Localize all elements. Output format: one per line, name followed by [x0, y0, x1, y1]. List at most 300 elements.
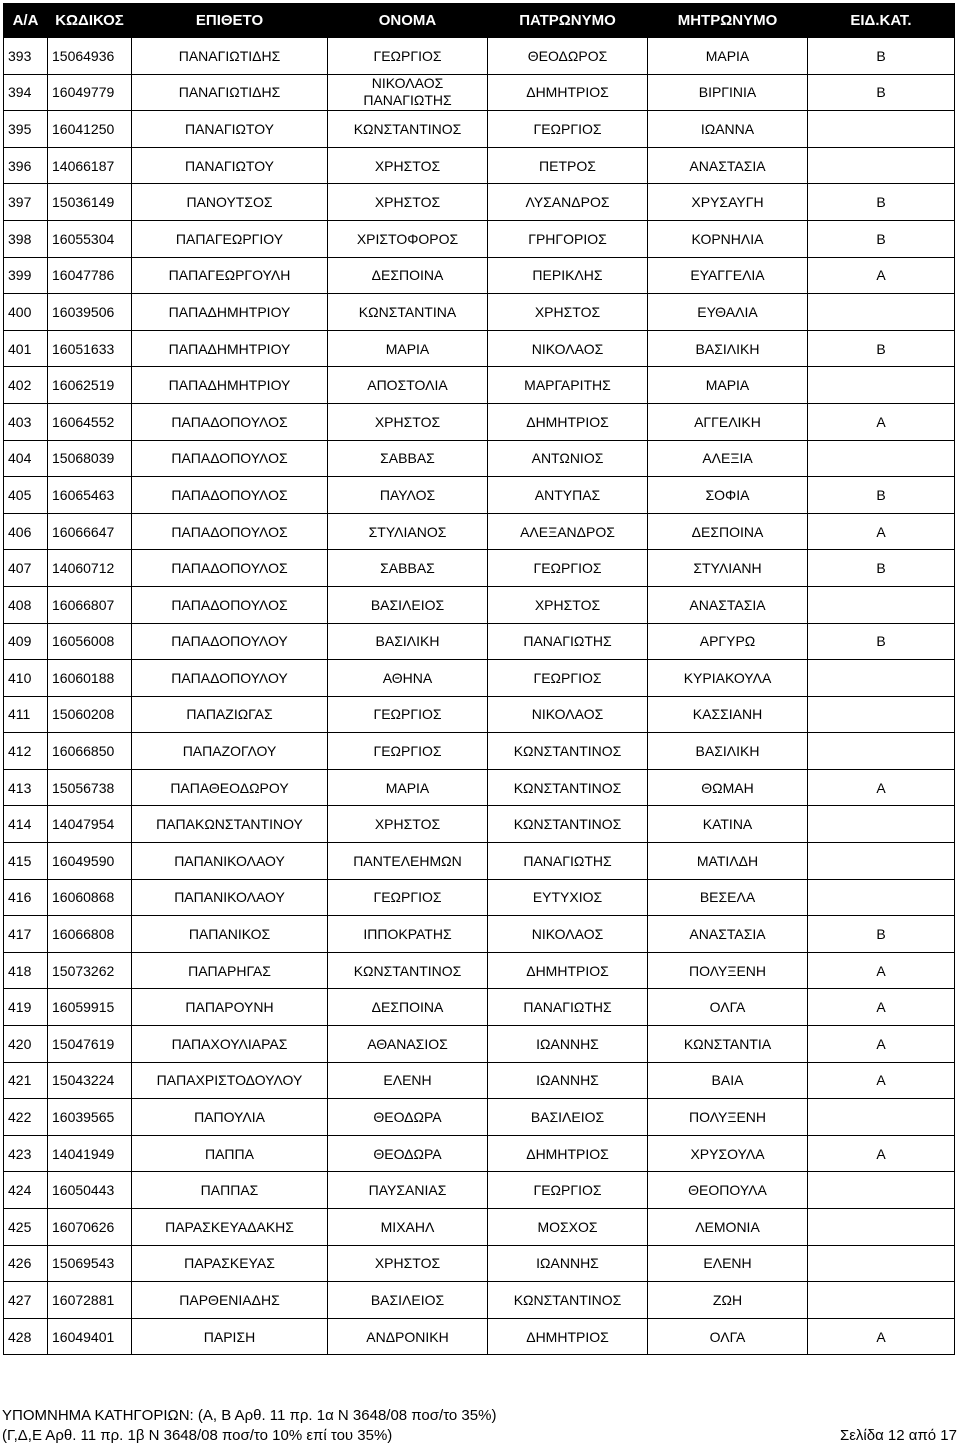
col-header-name: ΟΝΟΜΑ: [328, 4, 488, 38]
table-row: [4, 806, 955, 843]
cell-mother-name: ΑΝΑΣΤΑΣΙΑ: [648, 147, 808, 184]
cell-aa: 427: [4, 1282, 48, 1319]
cell-code: 16066850: [48, 733, 132, 770]
cell-name: ΣΑΒΒΑΣ: [328, 550, 488, 587]
cell-code: 15069543: [48, 1245, 132, 1282]
cell-aa: 414: [4, 806, 48, 843]
table-row: [4, 513, 955, 550]
cell-code: 16039565: [48, 1099, 132, 1136]
cell-surname: ΠΑΠΑΧΟΥΛΙΑΡΑΣ: [132, 1026, 328, 1063]
cell-category: Β: [808, 550, 955, 587]
cell-aa: 425: [4, 1209, 48, 1246]
cell-code: 15064936: [48, 38, 132, 75]
cell-aa: 418: [4, 952, 48, 989]
cell-name: ΠΑΥΛΟΣ: [328, 477, 488, 514]
roster-table: [3, 3, 955, 1355]
cell-aa: 396: [4, 147, 48, 184]
cell-mother-name: ΚΥΡΙΑΚΟΥΛΑ: [648, 660, 808, 697]
cell-name: ΧΡΗΣΤΟΣ: [328, 1245, 488, 1282]
cell-name: ΧΡΗΣΤΟΣ: [328, 806, 488, 843]
cell-code: 16060868: [48, 879, 132, 916]
cell-mother-name: ΚΑΤΙΝΑ: [648, 806, 808, 843]
cell-code: 16066647: [48, 513, 132, 550]
cell-father-name: ΧΡΗΣΤΟΣ: [488, 294, 648, 331]
cell-aa: 422: [4, 1099, 48, 1136]
table-row: [4, 367, 955, 404]
table-body: [4, 38, 955, 1355]
cell-mother-name: ΘΕΟΠΟΥΛΑ: [648, 1172, 808, 1209]
cell-father-name: ΓΕΩΡΓΙΟΣ: [488, 111, 648, 148]
cell-category: Β: [808, 623, 955, 660]
cell-mother-name: ΖΩΗ: [648, 1282, 808, 1319]
cell-category: [808, 806, 955, 843]
cell-aa: 428: [4, 1318, 48, 1355]
cell-aa: 395: [4, 111, 48, 148]
cell-mother-name: ΒΕΣΕΛΑ: [648, 879, 808, 916]
cell-mother-name: ΔΕΣΠΟΙΝΑ: [648, 513, 808, 550]
table-row: [4, 843, 955, 880]
cell-surname: ΠΑΠΠΑΣ: [132, 1172, 328, 1209]
col-header-category: ΕΙΔ.ΚΑΤ.: [808, 4, 955, 38]
cell-aa: 424: [4, 1172, 48, 1209]
cell-surname: ΠΑΠΑΔΟΠΟΥΛΟΥ: [132, 623, 328, 660]
cell-category: [808, 586, 955, 623]
cell-father-name: ΛΥΣΑΝΔΡΟΣ: [488, 184, 648, 221]
cell-aa: 412: [4, 733, 48, 770]
cell-name: ΜΙΧΑΗΛ: [328, 1209, 488, 1246]
cell-mother-name: ΕΥΑΓΓΕΛΙΑ: [648, 257, 808, 294]
cell-father-name: ΔΗΜΗΤΡΙΟΣ: [488, 403, 648, 440]
cell-name: ΝΙΚΟΛΑΟΣ ΠΑΝΑΓΙΩΤΗΣ: [328, 74, 488, 111]
cell-aa: 426: [4, 1245, 48, 1282]
cell-category: Α: [808, 1318, 955, 1355]
table-row: [4, 623, 955, 660]
cell-surname: ΠΑΠΑΔΟΠΟΥΛΟΣ: [132, 403, 328, 440]
legend-line-2: (Γ,Δ,Ε Αρθ. 11 πρ. 1β Ν 3648/08 ποσ/το 10% επί του 35%): [2, 1427, 393, 1444]
table-row: [4, 184, 955, 221]
table-row: [4, 550, 955, 587]
table-row: [4, 1135, 955, 1172]
cell-surname: ΠΑΠΑΝΙΚΟΣ: [132, 916, 328, 953]
cell-code: 16060188: [48, 660, 132, 697]
cell-mother-name: ΕΥΘΑΛΙΑ: [648, 294, 808, 331]
cell-name: ΓΕΩΡΓΙΟΣ: [328, 879, 488, 916]
table-row: [4, 440, 955, 477]
cell-code: 15036149: [48, 184, 132, 221]
cell-category: [808, 843, 955, 880]
cell-mother-name: ΑΡΓΥΡΩ: [648, 623, 808, 660]
cell-name: ΧΡΗΣΤΟΣ: [328, 147, 488, 184]
cell-surname: ΠΑΠΑΓΕΩΡΓΟΥΛΗ: [132, 257, 328, 294]
cell-surname: ΠΑΡΑΣΚΕΥΑΣ: [132, 1245, 328, 1282]
cell-name: ΒΑΣΙΛΕΙΟΣ: [328, 1282, 488, 1319]
cell-father-name: ΓΕΩΡΓΙΟΣ: [488, 660, 648, 697]
cell-surname: ΠΑΠΟΥΛΙΑ: [132, 1099, 328, 1136]
cell-category: Α: [808, 257, 955, 294]
cell-mother-name: ΣΟΦΙΑ: [648, 477, 808, 514]
cell-father-name: ΔΗΜΗΤΡΙΟΣ: [488, 1135, 648, 1172]
col-header-aa: Α/Α: [4, 4, 48, 38]
cell-code: 15060208: [48, 696, 132, 733]
cell-code: 16051633: [48, 330, 132, 367]
cell-code: 16056008: [48, 623, 132, 660]
cell-father-name: ΙΩΑΝΝΗΣ: [488, 1062, 648, 1099]
cell-surname: ΠΑΠΑΔΟΠΟΥΛΟΣ: [132, 550, 328, 587]
cell-aa: 400: [4, 294, 48, 331]
cell-surname: ΠΑΠΑΝΙΚΟΛΑΟΥ: [132, 879, 328, 916]
cell-category: [808, 147, 955, 184]
cell-code: 16049779: [48, 74, 132, 111]
cell-mother-name: ΛΕΜΟΝΙΑ: [648, 1209, 808, 1246]
cell-category: Α: [808, 769, 955, 806]
cell-code: 16072881: [48, 1282, 132, 1319]
cell-category: [808, 1172, 955, 1209]
cell-category: Β: [808, 220, 955, 257]
cell-category: Α: [808, 989, 955, 1026]
cell-name: ΜΑΡΙΑ: [328, 769, 488, 806]
cell-aa: 404: [4, 440, 48, 477]
cell-name: ΑΠΟΣΤΟΛΙΑ: [328, 367, 488, 404]
header-row: [4, 4, 955, 38]
cell-name: ΘΕΟΔΩΡΑ: [328, 1099, 488, 1136]
cell-code: 15073262: [48, 952, 132, 989]
cell-father-name: ΙΩΑΝΝΗΣ: [488, 1245, 648, 1282]
cell-father-name: ΚΩΝΣΤΑΝΤΙΝΟΣ: [488, 769, 648, 806]
cell-father-name: ΜΑΡΓΑΡΙΤΗΣ: [488, 367, 648, 404]
cell-category: Α: [808, 1062, 955, 1099]
cell-surname: ΠΑΠΑΚΩΝΣΤΑΝΤΙΝΟΥ: [132, 806, 328, 843]
cell-mother-name: ΟΛΓΑ: [648, 989, 808, 1026]
table-row: [4, 330, 955, 367]
cell-father-name: ΝΙΚΟΛΑΟΣ: [488, 330, 648, 367]
cell-code: 14047954: [48, 806, 132, 843]
cell-mother-name: ΕΛΕΝΗ: [648, 1245, 808, 1282]
cell-category: Α: [808, 952, 955, 989]
cell-mother-name: ΑΛΕΞΙΑ: [648, 440, 808, 477]
cell-mother-name: ΑΝΑΣΤΑΣΙΑ: [648, 916, 808, 953]
cell-mother-name: ΣΤΥΛΙΑΝΗ: [648, 550, 808, 587]
table-row: [4, 1172, 955, 1209]
cell-father-name: ΓΡΗΓΟΡΙΟΣ: [488, 220, 648, 257]
cell-category: Α: [808, 1135, 955, 1172]
table-row: [4, 952, 955, 989]
col-header-surname: ΕΠΙΘΕΤΟ: [132, 4, 328, 38]
cell-mother-name: ΚΟΡΝΗΛΙΑ: [648, 220, 808, 257]
cell-aa: 419: [4, 989, 48, 1026]
cell-father-name: ΝΙΚΟΛΑΟΣ: [488, 916, 648, 953]
cell-category: Β: [808, 38, 955, 75]
cell-father-name: ΑΝΤΩΝΙΟΣ: [488, 440, 648, 477]
cell-mother-name: ΑΝΑΣΤΑΣΙΑ: [648, 586, 808, 623]
cell-name: ΣΑΒΒΑΣ: [328, 440, 488, 477]
cell-category: [808, 294, 955, 331]
cell-surname: ΠΑΠΑΡΗΓΑΣ: [132, 952, 328, 989]
cell-category: Β: [808, 916, 955, 953]
cell-surname: ΠΑΡΑΣΚΕΥΑΔΑΚΗΣ: [132, 1209, 328, 1246]
cell-code: 15047619: [48, 1026, 132, 1063]
cell-father-name: ΠΕΡΙΚΛΗΣ: [488, 257, 648, 294]
table-row: [4, 660, 955, 697]
cell-name: ΧΡΗΣΤΟΣ: [328, 403, 488, 440]
cell-category: [808, 696, 955, 733]
cell-aa: 421: [4, 1062, 48, 1099]
cell-father-name: ΝΙΚΟΛΑΟΣ: [488, 696, 648, 733]
cell-surname: ΠΑΝΑΓΙΩΤΙΔΗΣ: [132, 38, 328, 75]
cell-aa: 417: [4, 916, 48, 953]
cell-category: [808, 733, 955, 770]
cell-category: [808, 1245, 955, 1282]
cell-aa: 410: [4, 660, 48, 697]
cell-father-name: ΧΡΗΣΤΟΣ: [488, 586, 648, 623]
cell-surname: ΠΑΠΑΔΟΠΟΥΛΟΣ: [132, 513, 328, 550]
cell-mother-name: ΙΩΑΝΝΑ: [648, 111, 808, 148]
cell-aa: 393: [4, 38, 48, 75]
cell-surname: ΠΑΠΑΔΗΜΗΤΡΙΟΥ: [132, 367, 328, 404]
cell-surname: ΠΑΝΟΥΤΣΟΣ: [132, 184, 328, 221]
cell-surname: ΠΑΠΑΔΟΠΟΥΛΟΣ: [132, 440, 328, 477]
cell-code: 14066187: [48, 147, 132, 184]
table-row: [4, 916, 955, 953]
cell-name: ΒΑΣΙΛΙΚΗ: [328, 623, 488, 660]
cell-name: ΧΡΙΣΤΟΦΟΡΟΣ: [328, 220, 488, 257]
cell-aa: 394: [4, 74, 48, 111]
cell-aa: 399: [4, 257, 48, 294]
cell-father-name: ΚΩΝΣΤΑΝΤΙΝΟΣ: [488, 733, 648, 770]
table-row: [4, 989, 955, 1026]
cell-mother-name: ΟΛΓΑ: [648, 1318, 808, 1355]
cell-surname: ΠΑΝΑΓΙΩΤΙΔΗΣ: [132, 74, 328, 111]
cell-code: 16066808: [48, 916, 132, 953]
table-header: [4, 4, 955, 38]
legend-line-1: ΥΠΟΜΝΗΜΑ ΚΑΤΗΓΟΡΙΩΝ: (Α, Β Αρθ. 11 πρ. 1α Ν 3648/08 ποσ/το 35%): [2, 1407, 497, 1424]
table-row: [4, 1245, 955, 1282]
cell-surname: ΠΑΠΑΘΕΟΔΩΡΟΥ: [132, 769, 328, 806]
cell-surname: ΠΑΠΑΖΙΩΓΑΣ: [132, 696, 328, 733]
cell-name: ΑΘΗΝΑ: [328, 660, 488, 697]
table-row: [4, 696, 955, 733]
cell-category: Β: [808, 184, 955, 221]
cell-mother-name: ΒΑΣΙΛΙΚΗ: [648, 733, 808, 770]
cell-name: ΕΛΕΝΗ: [328, 1062, 488, 1099]
cell-aa: 413: [4, 769, 48, 806]
table-row: [4, 74, 955, 111]
cell-name: ΓΕΩΡΓΙΟΣ: [328, 733, 488, 770]
cell-mother-name: ΜΑΡΙΑ: [648, 38, 808, 75]
cell-aa: 398: [4, 220, 48, 257]
cell-aa: 403: [4, 403, 48, 440]
table-row: [4, 477, 955, 514]
cell-code: 16050443: [48, 1172, 132, 1209]
table-row: [4, 879, 955, 916]
table-row: [4, 1062, 955, 1099]
cell-mother-name: ΘΩΜΑΗ: [648, 769, 808, 806]
cell-code: 16062519: [48, 367, 132, 404]
table-row: [4, 403, 955, 440]
cell-surname: ΠΑΠΑΝΙΚΟΛΑΟΥ: [132, 843, 328, 880]
cell-surname: ΠΑΠΑΔΗΜΗΤΡΙΟΥ: [132, 294, 328, 331]
table-row: [4, 257, 955, 294]
cell-mother-name: ΜΑΤΙΛΔΗ: [648, 843, 808, 880]
cell-name: ΑΘΑΝΑΣΙΟΣ: [328, 1026, 488, 1063]
cell-code: 16039506: [48, 294, 132, 331]
page-number: Σελίδα 12 από 17: [839, 1427, 957, 1444]
table-row: [4, 147, 955, 184]
cell-father-name: ΚΩΝΣΤΑΝΤΙΝΟΣ: [488, 1282, 648, 1319]
cell-father-name: ΑΝΤΥΠΑΣ: [488, 477, 648, 514]
cell-name: ΔΕΣΠΟΙΝΑ: [328, 989, 488, 1026]
cell-aa: 397: [4, 184, 48, 221]
cell-surname: ΠΑΝΑΓΙΩΤΟΥ: [132, 147, 328, 184]
cell-surname: ΠΑΠΑΧΡΙΣΤΟΔΟΥΛΟΥ: [132, 1062, 328, 1099]
cell-code: 16049590: [48, 843, 132, 880]
cell-name: ΘΕΟΔΩΡΑ: [328, 1135, 488, 1172]
col-header-code: ΚΩΔΙΚΟΣ: [48, 4, 132, 38]
cell-code: 16041250: [48, 111, 132, 148]
cell-father-name: ΓΕΩΡΓΙΟΣ: [488, 1172, 648, 1209]
cell-mother-name: ΒΙΡΓΙΝΙΑ: [648, 74, 808, 111]
cell-category: [808, 879, 955, 916]
table-row: [4, 769, 955, 806]
cell-mother-name: ΒΑΙΑ: [648, 1062, 808, 1099]
cell-surname: ΠΑΠΠΑ: [132, 1135, 328, 1172]
cell-name: ΒΑΣΙΛΕΙΟΣ: [328, 586, 488, 623]
table-row: [4, 1318, 955, 1355]
cell-father-name: ΙΩΑΝΝΗΣ: [488, 1026, 648, 1063]
cell-father-name: ΔΗΜΗΤΡΙΟΣ: [488, 74, 648, 111]
table-row: [4, 1099, 955, 1136]
cell-aa: 411: [4, 696, 48, 733]
table-row: [4, 1209, 955, 1246]
cell-code: 16055304: [48, 220, 132, 257]
cell-father-name: ΚΩΝΣΤΑΝΤΙΝΟΣ: [488, 806, 648, 843]
cell-aa: 420: [4, 1026, 48, 1063]
cell-aa: 405: [4, 477, 48, 514]
cell-mother-name: ΚΑΣΣΙΑΝΗ: [648, 696, 808, 733]
cell-code: 15056738: [48, 769, 132, 806]
cell-code: 15043224: [48, 1062, 132, 1099]
cell-aa: 401: [4, 330, 48, 367]
table-row: [4, 294, 955, 331]
cell-father-name: ΠΕΤΡΟΣ: [488, 147, 648, 184]
cell-father-name: ΒΑΣΙΛΕΙΟΣ: [488, 1099, 648, 1136]
cell-code: 16065463: [48, 477, 132, 514]
cell-name: ΠΑΝΤΕΛΕΗΜΩΝ: [328, 843, 488, 880]
cell-code: 16059915: [48, 989, 132, 1026]
cell-aa: 407: [4, 550, 48, 587]
cell-surname: ΠΑΠΑΔΟΠΟΥΛΟΥ: [132, 660, 328, 697]
cell-surname: ΠΑΠΑΔΟΠΟΥΛΟΣ: [132, 477, 328, 514]
cell-mother-name: ΑΓΓΕΛΙΚΗ: [648, 403, 808, 440]
cell-aa: 423: [4, 1135, 48, 1172]
cell-name: ΑΝΔΡΟΝΙΚΗ: [328, 1318, 488, 1355]
cell-father-name: ΔΗΜΗΤΡΙΟΣ: [488, 1318, 648, 1355]
cell-name: ΠΑΥΣΑΝΙΑΣ: [328, 1172, 488, 1209]
cell-code: 15068039: [48, 440, 132, 477]
cell-name: ΜΑΡΙΑ: [328, 330, 488, 367]
cell-mother-name: ΠΟΛΥΞΕΝΗ: [648, 1099, 808, 1136]
cell-surname: ΠΑΠΑΔΟΠΟΥΛΟΣ: [132, 586, 328, 623]
table-row: [4, 111, 955, 148]
cell-code: 14041949: [48, 1135, 132, 1172]
table-row: [4, 586, 955, 623]
cell-code: 16047786: [48, 257, 132, 294]
cell-category: Α: [808, 513, 955, 550]
cell-category: [808, 1282, 955, 1319]
table-row: [4, 38, 955, 75]
cell-surname: ΠΑΠΑΖΟΓΛΟΥ: [132, 733, 328, 770]
cell-mother-name: ΠΟΛΥΞΕΝΗ: [648, 952, 808, 989]
cell-category: [808, 1099, 955, 1136]
cell-name: ΓΕΩΡΓΙΟΣ: [328, 38, 488, 75]
cell-mother-name: ΚΩΝΣΤΑΝΤΙΑ: [648, 1026, 808, 1063]
cell-name: ΚΩΝΣΤΑΝΤΙΝΑ: [328, 294, 488, 331]
cell-father-name: ΠΑΝΑΓΙΩΤΗΣ: [488, 623, 648, 660]
cell-category: Α: [808, 1026, 955, 1063]
cell-father-name: ΘΕΟΔΩΡΟΣ: [488, 38, 648, 75]
cell-name: ΓΕΩΡΓΙΟΣ: [328, 696, 488, 733]
cell-father-name: ΠΑΝΑΓΙΩΤΗΣ: [488, 989, 648, 1026]
table-row: [4, 1282, 955, 1319]
cell-aa: 408: [4, 586, 48, 623]
cell-surname: ΠΑΠΑΡΟΥΝΗ: [132, 989, 328, 1026]
cell-mother-name: ΒΑΣΙΛΙΚΗ: [648, 330, 808, 367]
cell-category: Β: [808, 74, 955, 111]
cell-name: ΙΠΠΟΚΡΑΤΗΣ: [328, 916, 488, 953]
col-header-father-name: ΠΑΤΡΩΝΥΜΟ: [488, 4, 648, 38]
cell-code: 16049401: [48, 1318, 132, 1355]
cell-surname: ΠΑΡΘΕΝΙΑΔΗΣ: [132, 1282, 328, 1319]
cell-category: [808, 440, 955, 477]
cell-aa: 416: [4, 879, 48, 916]
cell-name: ΚΩΝΣΤΑΝΤΙΝΟΣ: [328, 952, 488, 989]
cell-category: [808, 111, 955, 148]
cell-father-name: ΜΟΣΧΟΣ: [488, 1209, 648, 1246]
cell-code: 16064552: [48, 403, 132, 440]
cell-aa: 409: [4, 623, 48, 660]
cell-name: ΧΡΗΣΤΟΣ: [328, 184, 488, 221]
cell-surname: ΠΑΝΑΓΙΩΤΟΥ: [132, 111, 328, 148]
cell-name: ΚΩΝΣΤΑΝΤΙΝΟΣ: [328, 111, 488, 148]
cell-category: Α: [808, 403, 955, 440]
table-row: [4, 1026, 955, 1063]
cell-surname: ΠΑΠΑΓΕΩΡΓΙΟΥ: [132, 220, 328, 257]
cell-aa: 406: [4, 513, 48, 550]
table-row: [4, 220, 955, 257]
cell-mother-name: ΧΡΥΣΟΥΛΑ: [648, 1135, 808, 1172]
cell-father-name: ΕΥΤΥΧΙΟΣ: [488, 879, 648, 916]
cell-code: 14060712: [48, 550, 132, 587]
cell-name: ΔΕΣΠΟΙΝΑ: [328, 257, 488, 294]
cell-code: 16070626: [48, 1209, 132, 1246]
cell-aa: 415: [4, 843, 48, 880]
cell-category: [808, 367, 955, 404]
table-row: [4, 733, 955, 770]
cell-father-name: ΓΕΩΡΓΙΟΣ: [488, 550, 648, 587]
cell-category: Β: [808, 330, 955, 367]
cell-category: Β: [808, 477, 955, 514]
cell-father-name: ΑΛΕΞΑΝΔΡΟΣ: [488, 513, 648, 550]
cell-mother-name: ΜΑΡΙΑ: [648, 367, 808, 404]
cell-code: 16066807: [48, 586, 132, 623]
cell-category: [808, 1209, 955, 1246]
cell-mother-name: ΧΡΥΣΑΥΓΗ: [648, 184, 808, 221]
cell-surname: ΠΑΡΙΣΗ: [132, 1318, 328, 1355]
cell-aa: 402: [4, 367, 48, 404]
cell-father-name: ΔΗΜΗΤΡΙΟΣ: [488, 952, 648, 989]
cell-name: ΣΤΥΛΙΑΝΟΣ: [328, 513, 488, 550]
col-header-mother-name: ΜΗΤΡΩΝΥΜΟ: [648, 4, 808, 38]
cell-surname: ΠΑΠΑΔΗΜΗΤΡΙΟΥ: [132, 330, 328, 367]
